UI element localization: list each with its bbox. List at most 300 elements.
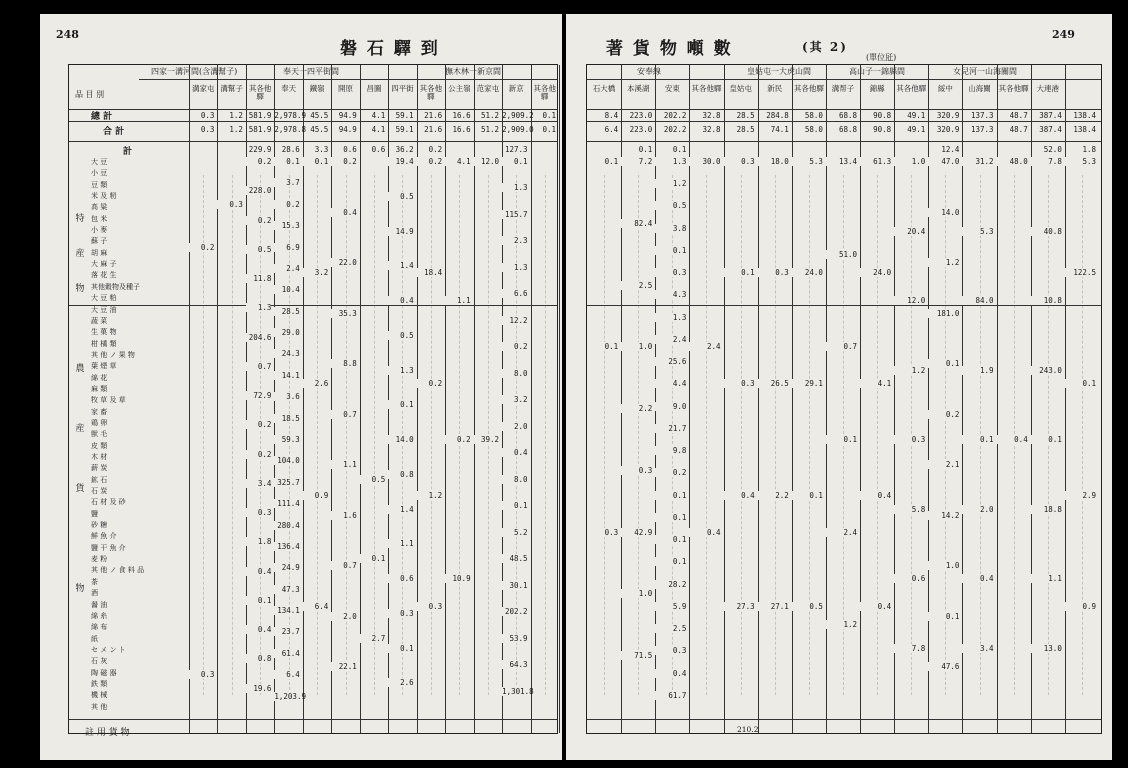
right-title-suffix: (其 2) — [802, 40, 848, 54]
data-cell: 0.1 — [388, 644, 413, 653]
data-cell: 0.9 — [1065, 602, 1096, 611]
item-label: 牧 草 及 草 — [91, 396, 126, 405]
data-cell: 325.7 — [274, 478, 299, 487]
total-cell: 1.2 — [229, 111, 243, 120]
item-label: 其 他 — [91, 702, 108, 711]
data-cell: 18.5 — [274, 414, 299, 423]
total-cell: 45.5 — [310, 111, 329, 120]
data-cell: 0.1 — [928, 612, 959, 621]
category-label: 特 — [75, 214, 85, 224]
total-cell: 16.6 — [452, 111, 471, 120]
total-cell: 48.7 — [1009, 111, 1028, 120]
data-cell: 2.7 — [360, 634, 385, 643]
total-cell: 51.2 — [481, 125, 500, 134]
item-label: 小 麥 — [91, 226, 108, 235]
data-cell: 0.3 — [246, 508, 271, 517]
data-cell: 10.9 — [445, 574, 470, 583]
column-header: 新京 — [508, 84, 524, 93]
row-header-label: 品 目 別 — [75, 90, 105, 99]
data-cell: 1.4 — [388, 261, 413, 270]
data-cell: 2.0 — [331, 612, 356, 621]
data-cell: 2.5 — [655, 624, 686, 633]
total-cell: 32.8 — [702, 125, 721, 134]
data-cell: 29.0 — [274, 328, 299, 337]
data-cell: 24.0 — [792, 268, 823, 277]
data-cell: 0.1 — [928, 359, 959, 368]
data-cell: 0.6 — [894, 574, 925, 583]
data-cell: 0.5 — [655, 201, 686, 210]
total-cell: 21.6 — [424, 111, 443, 120]
item-label: 鉄 類 — [91, 679, 108, 688]
column-header: 鐵嶺 — [309, 84, 325, 93]
total-cell: 581.9 — [248, 125, 272, 134]
total-cell: 94.9 — [338, 111, 357, 120]
item-label: 柑 橘 類 — [91, 339, 117, 348]
item-label: 葉 煙 草 — [91, 362, 117, 371]
data-cell: 29.1 — [792, 379, 823, 388]
total-cell: 2,978.9 — [274, 111, 306, 120]
data-cell: 0.8 — [246, 654, 271, 663]
item-label: 其 他 ノ 果 物 — [91, 350, 135, 359]
data-cell: 0.1 — [724, 268, 755, 277]
data-cell: 136.4 — [274, 542, 299, 551]
data-cell: 2.3 — [502, 236, 527, 245]
column-header: 山海關 — [968, 84, 991, 93]
item-label: 石 灰 — [91, 657, 108, 666]
data-cell: 0.7 — [331, 561, 356, 570]
data-cell: 0.5 — [360, 475, 385, 484]
category-label: 産 — [75, 424, 85, 434]
data-cell: 1.2 — [894, 366, 925, 375]
data-cell: 18.8 — [1031, 505, 1062, 514]
data-cell: 1.0 — [621, 589, 652, 598]
column-header: 溝幫子 — [220, 84, 243, 93]
total-cell: 4.1 — [371, 111, 386, 120]
data-cell: 47.0 — [928, 157, 959, 166]
column-header: 皇姑屯 — [729, 84, 752, 93]
item-label: 蔬 菜 — [91, 316, 108, 325]
left-page-number: 248 — [56, 28, 79, 41]
category-label: 産 — [75, 249, 85, 259]
data-cell: 0.3 — [621, 466, 652, 475]
category-label: 農 — [75, 364, 85, 374]
data-cell: 14.9 — [388, 227, 413, 236]
data-cell: 47.6 — [928, 662, 959, 671]
data-cell: 280.4 — [274, 521, 299, 530]
data-cell: 1.9 — [962, 366, 993, 375]
total-cell: 48.7 — [1009, 125, 1028, 134]
data-cell: 0.1 — [792, 491, 823, 500]
data-cell: 5.8 — [894, 505, 925, 514]
data-cell: 2.0 — [502, 422, 527, 431]
total-cell: 94.9 — [338, 125, 357, 134]
unit-label: (單位瓩) — [866, 53, 897, 62]
data-cell: 48.5 — [502, 554, 527, 563]
data-cell: 0.1 — [502, 157, 527, 166]
data-cell: 5.3 — [792, 157, 823, 166]
data-cell: 10.4 — [274, 285, 299, 294]
item-label: 酒 — [91, 589, 98, 598]
data-cell: 1,203.9 — [274, 691, 306, 701]
data-cell: 2.6 — [388, 678, 413, 687]
total-cell: 49.1 — [907, 111, 926, 120]
item-label: 綿 布 — [91, 623, 108, 632]
data-cell: 53.9 — [502, 634, 527, 643]
data-cell: 9.0 — [655, 402, 686, 411]
data-cell: 2.4 — [274, 264, 299, 273]
data-cell: 51.0 — [826, 250, 857, 259]
data-cell: 61.4 — [274, 649, 299, 658]
data-cell: 0.5 — [246, 245, 271, 254]
total-cell: 74.1 — [770, 125, 789, 134]
data-cell: 0.1 — [303, 157, 328, 166]
data-cell: 12.0 — [474, 157, 499, 166]
data-cell: 6.6 — [502, 289, 527, 298]
total-cell: 90.8 — [873, 125, 892, 134]
data-cell: 2.2 — [758, 491, 789, 500]
total-cell: 0.3 — [200, 111, 215, 120]
data-cell: 6.9 — [274, 243, 299, 252]
total-cell: 284.8 — [766, 111, 789, 120]
total-cell: 58.0 — [804, 111, 823, 120]
total-label: 總 計 — [91, 112, 113, 122]
data-cell: 2.5 — [621, 281, 652, 290]
data-cell: 0.6 — [388, 574, 413, 583]
data-cell: 48.0 — [997, 157, 1028, 166]
data-cell: 14.1 — [274, 371, 299, 380]
data-cell: 0.5 — [388, 192, 413, 201]
data-cell: 8.0 — [502, 369, 527, 378]
data-cell: 0.2 — [928, 410, 959, 419]
data-cell: 5.3 — [1065, 157, 1096, 166]
data-cell: 3.2 — [303, 268, 328, 277]
data-cell: 12.0 — [894, 296, 925, 305]
total-cell: 0.6 — [343, 145, 357, 154]
data-cell: 0.4 — [997, 435, 1028, 444]
footer-value: 210.2 — [737, 725, 759, 734]
category-label: 物 — [75, 584, 85, 594]
data-cell: 0.2 — [189, 243, 214, 252]
total-cell: 0.2 — [428, 145, 443, 154]
data-cell: 47.3 — [274, 585, 299, 594]
data-cell: 4.3 — [655, 290, 686, 299]
data-cell: 0.5 — [792, 602, 823, 611]
data-cell: 0.1 — [246, 596, 271, 605]
total-cell: 49.1 — [907, 125, 926, 134]
group-header: 高山子一錦縣間 — [849, 67, 905, 76]
data-cell: 1.3 — [388, 366, 413, 375]
item-label: 鹽 — [91, 509, 98, 518]
total-cell: 28.5 — [736, 125, 755, 134]
data-cell: 0.4 — [689, 528, 720, 537]
total-cell: 90.8 — [873, 111, 892, 120]
data-cell: 25.6 — [655, 357, 686, 366]
data-cell: 24.0 — [860, 268, 891, 277]
data-cell: 104.0 — [274, 456, 299, 465]
data-cell: 0.1 — [502, 501, 527, 510]
data-cell: 0.7 — [331, 410, 356, 419]
data-cell: 181.0 — [928, 309, 959, 318]
category-label: 物 — [75, 284, 85, 294]
data-cell: 0.3 — [724, 157, 755, 166]
data-cell: 0.1 — [388, 400, 413, 409]
total-cell: 59.1 — [395, 125, 414, 134]
data-cell: 14.2 — [928, 511, 959, 520]
data-cell: 228.0 — [246, 186, 271, 195]
total-cell: 138.4 — [1073, 125, 1096, 134]
item-label: 大 麻 子 — [91, 260, 117, 269]
total-cell: 581.9 — [248, 111, 272, 120]
data-cell: 0.2 — [331, 157, 356, 166]
data-cell: 0.2 — [655, 468, 686, 477]
total-cell: 0.1 — [672, 145, 687, 154]
data-cell: 1.0 — [621, 342, 652, 351]
data-cell: 27.1 — [758, 602, 789, 611]
data-cell: 12.2 — [502, 316, 527, 325]
total-cell: 137.3 — [971, 125, 994, 134]
total-cell: 16.6 — [452, 125, 471, 134]
total-cell: 45.5 — [310, 125, 329, 134]
data-cell: 0.1 — [826, 435, 857, 444]
data-cell: 2.4 — [826, 528, 857, 537]
data-cell: 11.8 — [246, 274, 271, 283]
data-cell: 1,301.8 — [502, 686, 534, 696]
left-table — [68, 64, 558, 738]
data-cell: 1.0 — [894, 157, 925, 166]
data-cell: 26.5 — [758, 379, 789, 388]
data-cell: 0.4 — [388, 296, 413, 305]
data-cell: 3.7 — [274, 178, 299, 187]
data-cell: 0.1 — [655, 491, 686, 500]
data-cell: 7.2 — [621, 157, 652, 166]
data-cell: 0.1 — [360, 554, 385, 563]
data-cell: 0.4 — [246, 567, 271, 576]
data-cell: 27.3 — [724, 602, 755, 611]
item-label: 鶏 卵 — [91, 418, 108, 427]
data-cell: 0.8 — [388, 470, 413, 479]
data-cell: 4.1 — [860, 379, 891, 388]
total-cell: 0.1 — [542, 111, 556, 120]
right-page — [566, 14, 1112, 760]
data-cell: 0.7 — [826, 342, 857, 351]
right-table — [586, 64, 1102, 734]
data-cell: 0.4 — [502, 448, 527, 457]
item-label: 包 米 — [91, 214, 108, 223]
group-header: 女兒河一山海關間 — [953, 67, 1017, 76]
data-cell: 7.8 — [1031, 157, 1062, 166]
column-header: 石大橋 — [592, 84, 616, 93]
data-cell: 0.4 — [860, 602, 891, 611]
data-cell: 10.8 — [1031, 296, 1062, 305]
total-cell: 68.8 — [838, 125, 858, 134]
item-label: 陶 磁 器 — [91, 668, 117, 677]
data-cell: 6.4 — [274, 670, 299, 679]
column-header: 新民 — [767, 84, 783, 93]
data-cell: 0.4 — [860, 491, 891, 500]
item-label: 麻 類 — [91, 384, 108, 393]
total-cell: 58.0 — [804, 125, 823, 134]
data-cell: 122.5 — [1065, 268, 1096, 277]
data-cell: 30.1 — [502, 581, 527, 590]
data-cell: 0.4 — [962, 574, 993, 583]
data-cell: 2.4 — [655, 335, 686, 344]
data-cell: 0.3 — [189, 670, 214, 679]
total-cell: 223.0 — [629, 125, 653, 134]
data-cell: 35.3 — [331, 309, 356, 318]
data-cell: 2.0 — [962, 505, 993, 514]
data-cell: 0.3 — [724, 379, 755, 388]
total-cell: 202.2 — [663, 111, 687, 120]
data-cell: 2.6 — [303, 379, 328, 388]
data-cell: 72.9 — [246, 391, 271, 400]
data-cell: 1.1 — [1031, 574, 1062, 583]
data-cell: 1.3 — [246, 303, 271, 312]
total-cell: 320.9 — [936, 111, 960, 120]
data-cell: 39.2 — [474, 435, 499, 444]
item-label: 綿 花 — [91, 373, 108, 382]
total-cell: 2,909.2 — [502, 111, 534, 120]
item-label: 茶 — [91, 577, 98, 586]
data-cell: 84.0 — [962, 296, 993, 305]
total-cell: 138.4 — [1073, 111, 1096, 120]
data-cell: 1.6 — [331, 511, 356, 520]
data-cell: 0.3 — [894, 435, 925, 444]
total-cell: 387.4 — [1039, 125, 1062, 134]
data-cell: 7.8 — [894, 644, 925, 653]
data-cell: 3.4 — [962, 644, 993, 653]
data-cell: 71.5 — [621, 651, 652, 660]
data-cell: 115.7 — [502, 210, 527, 219]
subtotal-label: 合 計 — [103, 127, 125, 137]
total-cell: 8.4 — [604, 111, 619, 120]
data-cell: 82.4 — [621, 219, 652, 228]
item-label: 機 械 — [91, 691, 108, 700]
data-cell: 1.1 — [445, 296, 470, 305]
item-label: 石 炭 — [91, 487, 108, 496]
total-cell: 223.0 — [629, 111, 653, 120]
left-page-title: 磐 石 驛 到 — [340, 39, 440, 59]
total-cell: 229.9 — [248, 145, 272, 154]
data-cell: 64.3 — [502, 660, 527, 669]
total-cell: 3.3 — [314, 145, 329, 154]
data-cell: 1.2 — [928, 258, 959, 267]
total-cell: 1.2 — [229, 125, 243, 134]
data-cell: 42.9 — [621, 528, 652, 537]
data-cell: 1.3 — [655, 157, 686, 166]
data-cell: 0.1 — [1031, 435, 1062, 444]
data-cell: 24.9 — [274, 563, 299, 572]
right-page-title: 著 貨 物 噸 數 — [606, 39, 733, 59]
item-label: 大 豆 — [91, 158, 108, 166]
data-cell: 0.2 — [502, 342, 527, 351]
data-cell: 14.0 — [928, 208, 959, 217]
data-cell: 23.7 — [274, 627, 299, 636]
data-cell: 2.4 — [689, 342, 720, 351]
data-cell: 0.2 — [246, 450, 271, 459]
right-page-number: 249 — [1052, 28, 1075, 41]
column-header: 安東 — [664, 84, 680, 93]
item-label: 鮮 魚 介 — [91, 532, 117, 541]
data-cell: 0.1 — [587, 342, 618, 351]
data-cell: 3.4 — [246, 479, 271, 488]
left-page — [40, 14, 562, 760]
data-cell: 59.3 — [274, 435, 299, 444]
item-label: 薪 炭 — [91, 464, 108, 473]
total-cell: 21.6 — [424, 125, 443, 134]
data-cell: 18.0 — [758, 157, 789, 166]
data-cell: 2.1 — [928, 460, 959, 469]
column-header: 錦縣 — [869, 84, 885, 93]
data-cell: 4.4 — [655, 379, 686, 388]
data-cell: 13.4 — [826, 157, 857, 166]
data-cell: 134.1 — [274, 606, 299, 615]
data-cell: 1.3 — [502, 183, 527, 192]
data-cell: 1.2 — [655, 179, 686, 188]
data-cell: 1.3 — [502, 263, 527, 272]
data-cell: 0.2 — [246, 420, 271, 429]
data-cell: 1.3 — [655, 313, 686, 322]
column-header: 其各他驛 — [998, 84, 1029, 93]
column-header: 奉天 — [281, 84, 297, 93]
item-label: 生 菓 物 — [91, 328, 117, 337]
data-cell: 30.0 — [689, 157, 720, 166]
item-label: 獣 毛 — [91, 430, 108, 439]
item-label: 紙 — [91, 634, 98, 643]
data-cell: 0.1 — [655, 513, 686, 522]
item-label: 蘇 子 — [91, 237, 108, 246]
item-label: 豆 類 — [91, 180, 108, 189]
total-cell: 0.1 — [638, 145, 653, 154]
data-cell: 4.1 — [445, 157, 470, 166]
total-cell: 0.1 — [542, 125, 556, 134]
data-cell: 0.2 — [417, 379, 442, 388]
data-cell: 1.8 — [246, 537, 271, 546]
data-cell: 24.3 — [274, 349, 299, 358]
section-total-label: 計 — [123, 147, 133, 157]
data-cell: 3.6 — [274, 392, 299, 401]
category-label: 貨 — [75, 484, 85, 494]
total-cell: 387.4 — [1039, 111, 1062, 120]
column-header: 公主嶺 — [448, 84, 471, 93]
item-label: 落 花 生 — [91, 271, 117, 280]
total-cell: 320.9 — [936, 125, 960, 134]
data-cell: 1.4 — [388, 505, 413, 514]
item-label: 皮 類 — [91, 441, 108, 450]
group-header: 安奉線 — [637, 67, 661, 76]
data-cell: 0.3 — [388, 609, 413, 618]
data-cell: 2.9 — [1065, 491, 1096, 500]
data-cell: 8.8 — [331, 359, 356, 368]
column-header: 昌圖 — [366, 84, 382, 93]
data-cell: 61.3 — [860, 157, 891, 166]
data-cell: 28.5 — [274, 307, 299, 316]
group-header: 奉天一四平街間 — [283, 67, 339, 76]
data-cell: 0.1 — [587, 157, 618, 166]
group-header: 撫木林一新京間 — [445, 67, 501, 76]
item-label: 石 材 及 砂 — [91, 498, 126, 507]
data-cell: 0.3 — [417, 602, 442, 611]
data-cell: 0.1 — [655, 557, 686, 566]
column-header: 其各他驛 — [419, 84, 443, 101]
data-cell: 1.0 — [928, 561, 959, 570]
total-cell: 0.6 — [371, 145, 386, 154]
item-label: 鉱 石 — [91, 475, 108, 484]
data-cell: 0.4 — [655, 669, 686, 678]
item-label: 其 他 ノ 食 料 品 — [91, 566, 145, 575]
group-header: 皇姑屯一大虎山間 — [747, 67, 811, 76]
total-cell: 2,978.8 — [274, 125, 306, 134]
data-cell: 31.2 — [962, 157, 993, 166]
